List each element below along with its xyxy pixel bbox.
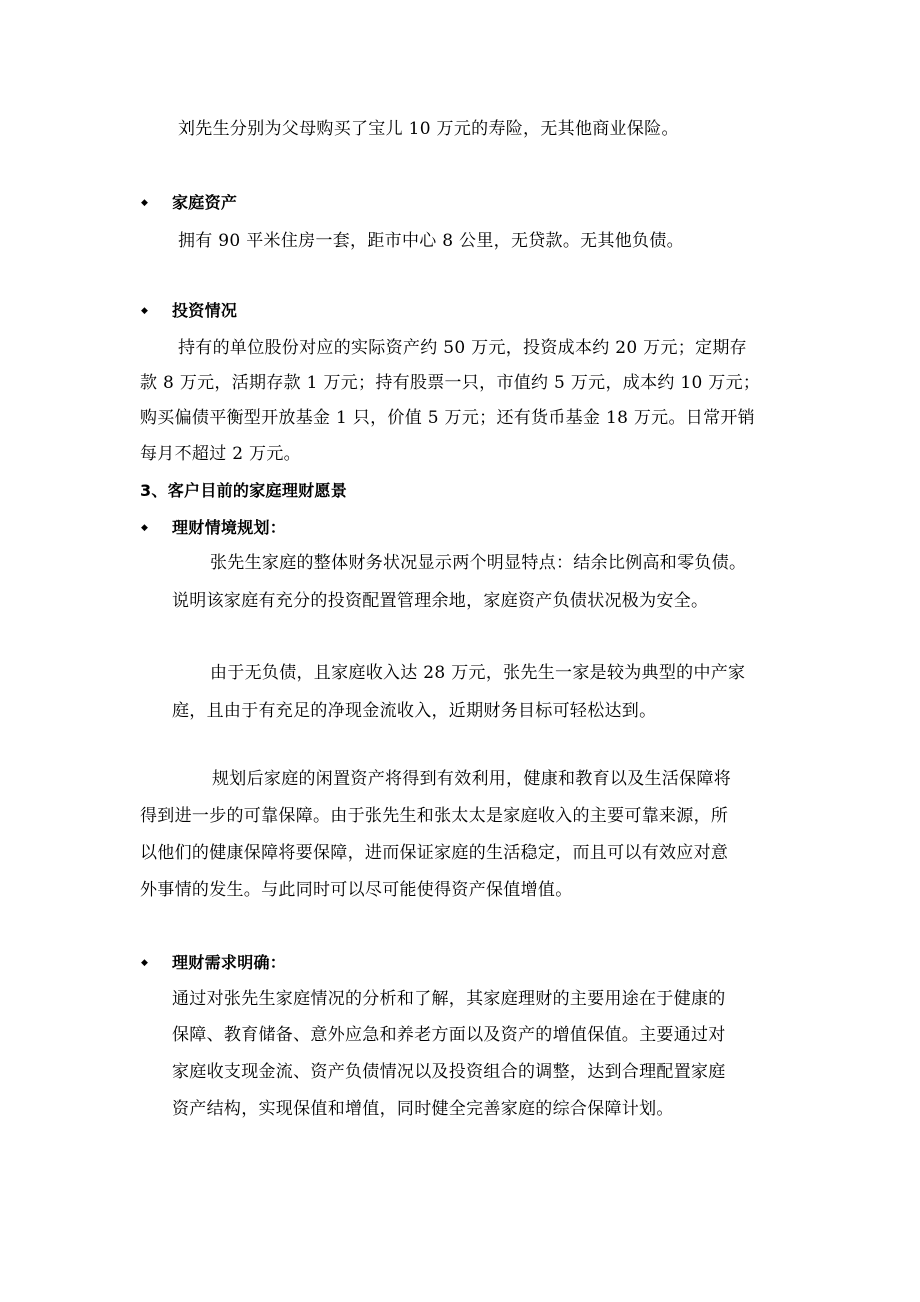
bullet-diamond-icon bbox=[141, 199, 149, 207]
needs-line: 通过对张先生家庭情况的分析和了解，其家庭理财的主要用途在于健康的 bbox=[172, 989, 726, 1009]
family-assets-heading: 家庭资产 bbox=[172, 193, 238, 212]
needs-line: 家庭收支现金流、资产负债情况以及投资组合的调整，达到合理配置家庭 bbox=[172, 1062, 726, 1082]
intro-paragraph: 刘先生分别为父母购买了宝儿 10 万元的寿险，无其他商业保险。 bbox=[178, 119, 679, 139]
section-title: 3、客户目前的家庭理财愿景 bbox=[140, 481, 348, 500]
scenario-paragraph-line: 规划后家庭的闲置资产将得到有效利用，健康和教育以及生活保障将 bbox=[212, 769, 731, 789]
needs-line: 保障、教育储备、意外应急和养老方面以及资产的增值保值。主要通过对 bbox=[172, 1025, 726, 1045]
scenario-paragraph-line: 说明该家庭有充分的投资配置管理余地，家庭资产负债状况极为安全。 bbox=[172, 591, 709, 611]
needs-heading: 理财需求明确： bbox=[172, 953, 287, 972]
scenario-heading: 理财情境规划： bbox=[172, 518, 287, 537]
scenario-paragraph-line: 外事情的发生。与此同时可以尽可能使得资产保值增值。 bbox=[140, 880, 573, 900]
scenario-paragraph-line: 由于无负债，且家庭收入达 28 万元，张先生一家是较为典型的中产家 bbox=[210, 663, 746, 683]
scenario-paragraph-line: 庭，且由于有充足的净现金流收入，近期财务目标可轻松达到。 bbox=[172, 701, 657, 721]
scenario-paragraph-line: 以他们的健康保障将要保障，进而保证家庭的生活稳定，而且可以有效应对意 bbox=[140, 843, 729, 863]
investment-line: 购买偏债平衡型开放基金 1 只，价值 5 万元；还有货币基金 18 万元。日常开销 bbox=[140, 408, 755, 428]
investment-heading: 投资情况 bbox=[172, 301, 238, 320]
investment-line: 每月不超过 2 万元。 bbox=[140, 444, 301, 464]
bullet-diamond-icon bbox=[141, 959, 149, 967]
investment-line: 款 8 万元，活期存款 1 万元；持有股票一只，市值约 5 万元，成本约 10 万元； bbox=[140, 373, 761, 393]
bullet-diamond-icon bbox=[141, 524, 149, 532]
family-assets-body: 拥有 90 平米住房一套，距市中心 8 公里，无贷款。无其他负债。 bbox=[178, 231, 684, 251]
bullet-diamond-icon bbox=[141, 307, 149, 315]
scenario-paragraph-line: 张先生家庭的整体财务状况显示两个明显特点：结余比例高和零负债。 bbox=[210, 553, 747, 573]
investment-line: 持有的单位股份对应的实际资产约 50 万元，投资成本约 20 万元；定期存 bbox=[178, 338, 747, 358]
scenario-paragraph-line: 得到进一步的可靠保障。由于张先生和张太太是家庭收入的主要可靠来源，所 bbox=[140, 806, 729, 826]
needs-line: 资产结构，实现保值和增值，同时健全完善家庭的综合保障计划。 bbox=[172, 1099, 674, 1119]
